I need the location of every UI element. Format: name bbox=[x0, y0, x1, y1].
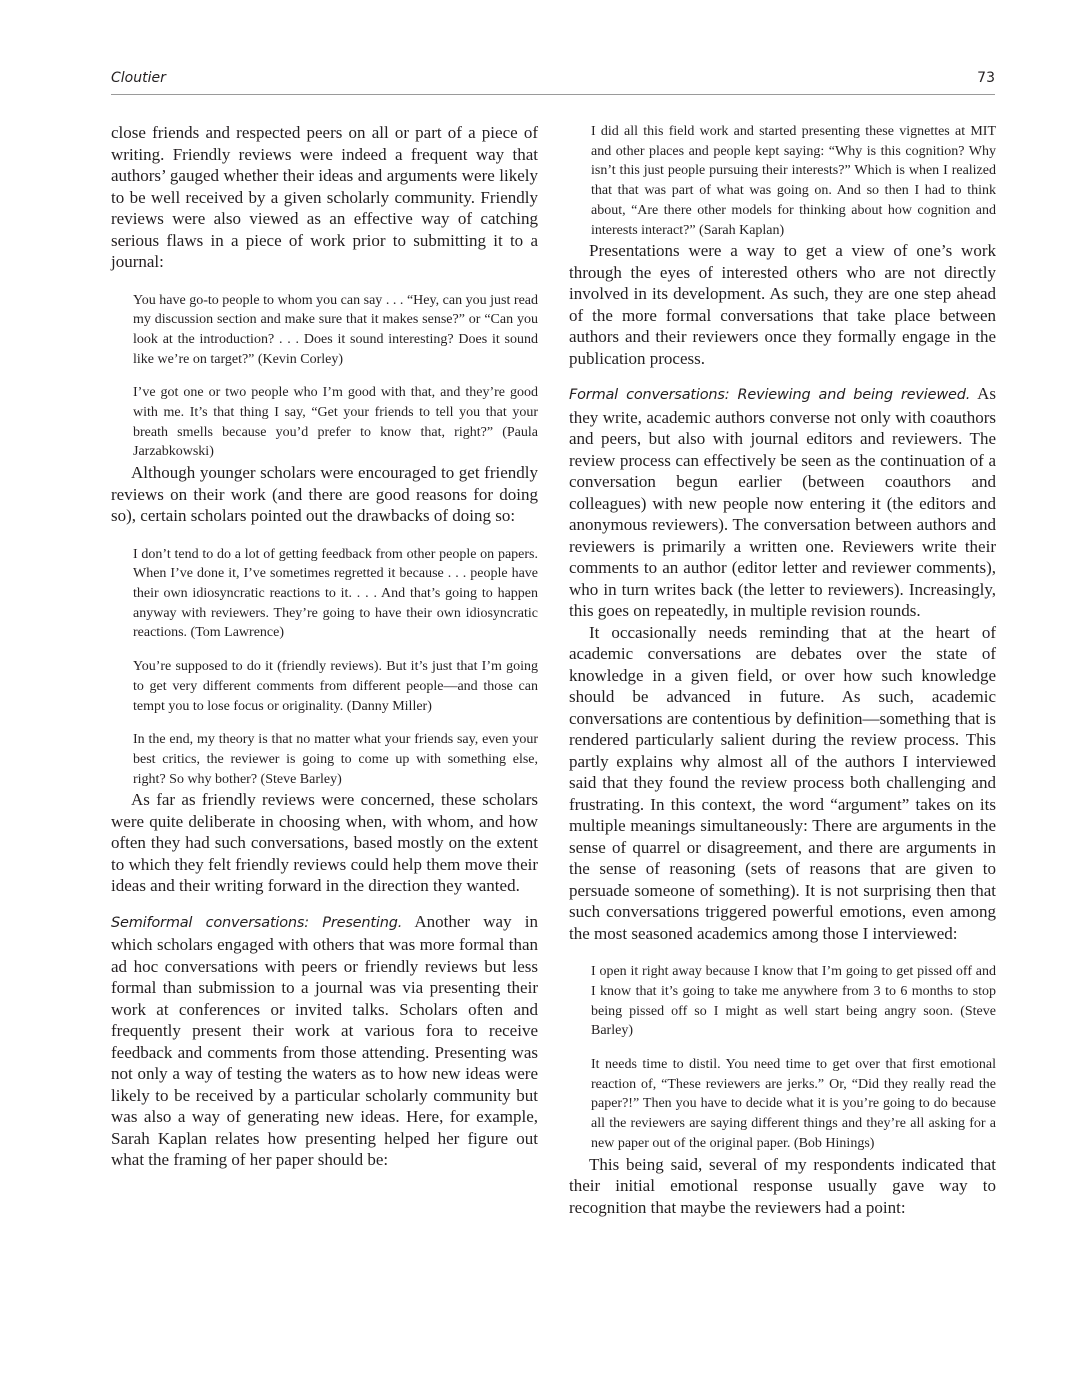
block-quote: I don’t tend to do a lot of getting feedback from other people on papers. When I’ve done it, I’ve sometimes regretted it because . . . people have their own idiosyncratic reactions to it. . . . And that’s going to happen anyway with reviewers. They’re going to have their own idiosyncratic reactions. (Tom Lawrence) bbox=[133, 546, 538, 641]
left-column bbox=[111, 122, 538, 1171]
block-quote: In the end, my theory is that no matter what your friends say, even your best critics, the reviewer is going to come up with something else, right? So why bother? (Steve Barley) bbox=[133, 732, 538, 787]
section-heading: Formal conversations: Reviewing and being reviewed. bbox=[569, 387, 971, 404]
body-paragraph: Although younger scholars were encouraged to get friendly reviews on their work (and there are good reasons for doing so), certain scholars pointed out the drawbacks of doing so: bbox=[111, 463, 538, 526]
body-paragraph: It occasionally needs reminding that at the heart of academic conversations are debates over the state of knowledge in a given field, or over how such knowledge should be advanced in future. As such, academic conversations are contentious by definition—something that is rendered particularly salient during the review process. This partly explains why almost all of the authors I interviewed said that they found the review process both challenging and frustrating. In this context, the word “argument” takes on its multiple meanings simultaneously: There are arguments in the sense of quarrel or disagreement, and there are arguments in the sense of reasoning (sets of reasons that are given to persuade someone of something). It is not surprising then that such conversations triggered powerful emotions, even among the most seasoned academics among those I interviewed: bbox=[569, 622, 996, 943]
body-paragraph: close friends and respected peers on all or part of a piece of writing. Friendly reviews were indeed a frequent way that authors’ gauged whether their ideas and arguments were likely to be well received by a given scholarly community. Friendly reviews were also viewed as an effective way of catching serious flaws in a piece of work prior to submitting it to a journal: bbox=[111, 123, 538, 271]
body-paragraph: As far as friendly reviews were concerned, these scholars were quite deliberate in choosing when, with whom, and how often they had such conversations, based mostly on the extent to which they felt friendly reviews could help them move their ideas and their writing forward in the direction they wanted. bbox=[111, 790, 538, 896]
body-paragraph: This being said, several of my respondents indicated that their initial emotional response usually gave way to recognition that maybe the reviewers had a point: bbox=[569, 1154, 996, 1217]
block-quote: You have go-to people to whom you can say . . . “Hey, can you just read my discussion section and make sure that it makes sense?” or “Can you look at the introduction? . . . Does it sound interesting? Does it sound like we’re on target?” (Kevin Corley) bbox=[133, 292, 538, 367]
block-quote: I open it right away because I know that I’m going to get pissed off and I know that it’s going to take me anywhere from 3 to 6 months to stop being pissed off so I might as well start being angry soon. (Steve Barley) bbox=[591, 964, 996, 1039]
section-paragraph bbox=[111, 911, 538, 1171]
block-quote: I did all this field work and started presenting these vignettes at MIT and other places and people kept saying: “Why is this cognition? Why isn’t this just people pursuing their interests?” Which is when I realized that that was part of what was going on. And so then I had to think about, “Are there other models for thinking about how cognition and interests interact?” (Sarah Kaplan) bbox=[591, 124, 996, 238]
body-paragraph: Presentations were a way to get a view of one’s work through the eyes of interested others who are not directly involved in its development. As such, they are one step ahead of the more formal conversations that take place between authors and their reviewers once they formally engage in the publication process. bbox=[569, 241, 996, 368]
section-body: Another way in which scholars engaged with others that was more formal than ad hoc conversations with peers or friendly reviews but less formal than submission to a journal was via presenting their work at conferences or invited talks. Scholars often and frequently present their work at various fora to receive feedback and comments from those attending. Presenting was not only a way of testing the waters as to how new ideas were likely to be received by a particular scholarly community but was also a way of generating new ideas. Here, for example, Sarah Kaplan relates how presenting helped her figure out what the framing of her paper should be: bbox=[111, 911, 538, 1170]
running-header bbox=[111, 70, 995, 95]
page-number: 73 bbox=[977, 70, 995, 86]
section-body: As they write, academic authors converse not only with coauthors and peers, but also with journal editors and reviewers. The review process can effectively be seen as the continuation of a conversation begun earlier (between coauthors and colleagues) with new people now entering it (the editors and anonymous reviewers). The conversation between authors and reviewers is primarily a written one. Reviewers write their comments to an author (editor letter and reviewer comments), who in turn writes back (the letter to reviewers). Increasingly, this goes on repeatedly, in multiple revision rounds. bbox=[569, 384, 996, 621]
section-paragraph bbox=[569, 383, 996, 622]
running-author: Cloutier bbox=[111, 70, 166, 86]
block-quote: It needs time to distil. You need time to get over that first emotional reaction of, “These reviewers are jerks.” Or, “Did they really read the paper?!” Then you have to decide what it is you’re going to do because all the reviewers are saying different things and they’re all asking for a new paper out of the original paper. (Bob Hinings) bbox=[591, 1057, 996, 1151]
block-quote: I’ve got one or two people who I’m good with that, and they’re good with me. It’s that thing I say, “Get your friends to tell you that your breath smells because you’d prefer to know that, right?” (Paula Jarzabkowski) bbox=[133, 385, 538, 460]
block-quote: You’re supposed to do it (friendly reviews). But it’s just that I’m going to get very different comments from different people—and those can tempt you to lose focus or originality. (Danny Miller) bbox=[133, 659, 538, 714]
section-heading: Semiformal conversations: Presenting. bbox=[111, 914, 403, 931]
right-column bbox=[569, 122, 996, 1218]
